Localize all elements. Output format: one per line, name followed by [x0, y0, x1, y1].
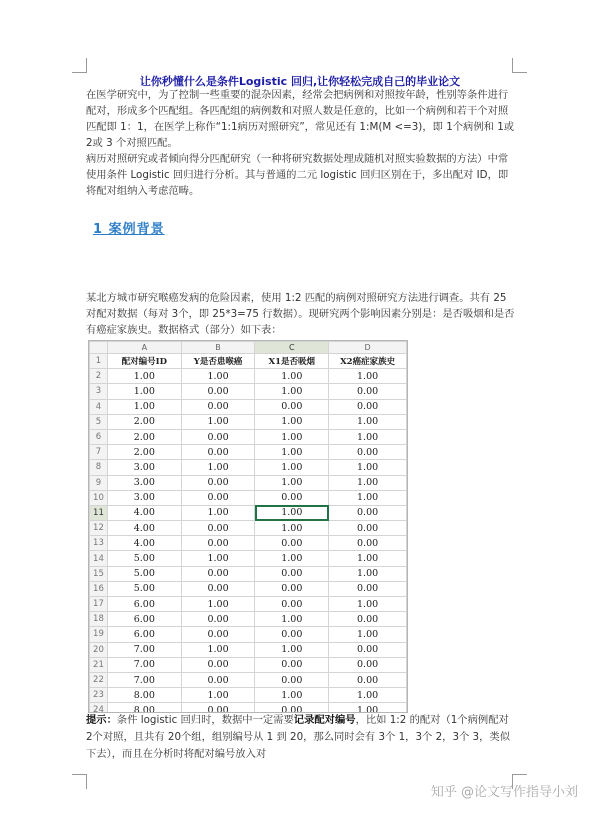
- table-cell[interactable]: 4.00: [107, 505, 181, 520]
- row-number[interactable]: 13: [90, 536, 108, 551]
- table-cell[interactable]: 1.00: [107, 369, 181, 384]
- column-letter[interactable]: B: [181, 342, 255, 354]
- table-row: [90, 505, 407, 520]
- intro-paragraph-1: 在医学研究中，为了控制一些重要的混杂因素，经常会把病例和对照按年龄，性别等条件进行配对，形成多个匹配组。各匹配组的病例数和对照人数是任意的，比如一个病例和若干个对照匹配即 1：1，在医学上称作“1:1病历对照研究”，常见还有 1:M(M <=3)，即 1个病例和 1或 2或 3 个对照匹配。: [86, 89, 515, 149]
- row-number[interactable]: 19: [90, 627, 108, 642]
- table-cell[interactable]: 1.00: [181, 505, 255, 520]
- hint-emphasis: 记录配对编号: [293, 714, 356, 726]
- table-cell[interactable]: 1.00: [255, 688, 329, 703]
- table-cell[interactable]: 0.00: [181, 566, 255, 581]
- table-cell[interactable]: 0.00: [181, 581, 255, 596]
- table-cell[interactable]: 0.00: [255, 672, 329, 687]
- row-number[interactable]: 5: [90, 414, 108, 429]
- table-cell[interactable]: 1.00: [181, 688, 255, 703]
- table-cell[interactable]: 0.00: [181, 399, 255, 414]
- table-row: [90, 445, 407, 460]
- table-cell[interactable]: 2.00: [107, 429, 181, 444]
- table-row: [90, 399, 407, 414]
- table-cell[interactable]: 4.00: [107, 536, 181, 551]
- table-cell[interactable]: 1.00: [107, 384, 181, 399]
- table-cell[interactable]: 1.00: [329, 460, 407, 475]
- table-cell[interactable]: 1.00: [329, 688, 407, 703]
- column-header[interactable]: Y是否患喉癌: [181, 354, 255, 369]
- table-cell[interactable]: 7.00: [107, 657, 181, 672]
- table-cell[interactable]: 1.00: [107, 399, 181, 414]
- case-paragraph: 某北方城市研究喉癌发病的危险因素，使用 1:2 匹配的病例对照研究方法进行调查。共有 25对配对数据（每对 3个，即 25*3=75 行数据）。现研究两个影响因素分别是：是否吸烟和是否有癌症家族史。数据格式（部分）如下表：: [86, 292, 515, 336]
- table-cell[interactable]: 8.00: [107, 688, 181, 703]
- table-cell[interactable]: 1.00: [255, 445, 329, 460]
- table-cell[interactable]: 5.00: [107, 566, 181, 581]
- row-number[interactable]: 20: [90, 642, 108, 657]
- table-cell[interactable]: 1.00: [181, 414, 255, 429]
- table-cell[interactable]: 0.00: [329, 505, 407, 520]
- table-cell[interactable]: 0.00: [329, 536, 407, 551]
- table-row: [90, 490, 407, 505]
- table-cell[interactable]: 0.00: [181, 703, 255, 713]
- row-number[interactable]: 24: [90, 703, 108, 713]
- column-letter[interactable]: A: [107, 342, 181, 354]
- watermark: 知乎 @论文写作指导小刘: [430, 785, 578, 800]
- table-cell[interactable]: 1.00: [181, 369, 255, 384]
- table-cell[interactable]: 0.00: [181, 475, 255, 490]
- table-cell[interactable]: 0.00: [181, 521, 255, 536]
- row-number[interactable]: 10: [90, 490, 108, 505]
- table-row: [90, 581, 407, 596]
- table-cell[interactable]: 1.00: [255, 505, 329, 520]
- column-letter[interactable]: D: [329, 342, 407, 354]
- table-cell[interactable]: 1.00: [181, 642, 255, 657]
- table-cell[interactable]: 6.00: [107, 627, 181, 642]
- hint-text-b: ，比如 1:2 的配对（1个病例配对 2个对照，且共有 20个组，组别编号从 1 到 20，那么同时会有 3个 1，3个 2，3个 3，类似下去），而且在分析时将配对编号放入对: [86, 714, 511, 760]
- table-cell[interactable]: 1.00: [255, 521, 329, 536]
- row-number[interactable]: 1: [90, 354, 108, 369]
- row-number[interactable]: 17: [90, 597, 108, 612]
- table-cell[interactable]: 0.00: [181, 612, 255, 627]
- row-number[interactable]: 9: [90, 475, 108, 490]
- table-cell[interactable]: 6.00: [107, 612, 181, 627]
- table-cell[interactable]: 1.00: [181, 460, 255, 475]
- table-row: [90, 369, 407, 384]
- table-row: [90, 460, 407, 475]
- table-cell[interactable]: 0.00: [255, 703, 329, 713]
- table-cell[interactable]: 3.00: [107, 490, 181, 505]
- table-cell[interactable]: 1.00: [329, 703, 407, 713]
- table-cell[interactable]: 1.00: [329, 627, 407, 642]
- table-cell[interactable]: 0.00: [329, 445, 407, 460]
- table-cell[interactable]: 1.00: [329, 475, 407, 490]
- row-number[interactable]: 22: [90, 672, 108, 687]
- row-number[interactable]: 21: [90, 657, 108, 672]
- row-number[interactable]: 15: [90, 566, 108, 581]
- hint-label: 提示：: [86, 714, 117, 726]
- table-cell[interactable]: 1.00: [329, 551, 407, 566]
- table-cell[interactable]: 5.00: [107, 551, 181, 566]
- table-cell[interactable]: 0.00: [181, 672, 255, 687]
- table-cell[interactable]: 7.00: [107, 672, 181, 687]
- column-letter-row: [90, 342, 407, 354]
- table-cell[interactable]: 0.00: [255, 597, 329, 612]
- table-cell[interactable]: 0.00: [255, 566, 329, 581]
- table-cell[interactable]: 1.00: [255, 612, 329, 627]
- table-cell[interactable]: 1.00: [329, 490, 407, 505]
- row-number[interactable]: 3: [90, 384, 108, 399]
- section-heading[interactable]: 1 案例背景: [93, 222, 165, 237]
- table-cell[interactable]: 0.00: [255, 399, 329, 414]
- table-cell[interactable]: 1.00: [329, 414, 407, 429]
- column-header[interactable]: X2癌症家族史: [329, 354, 407, 369]
- table-row: [90, 414, 407, 429]
- table-cell[interactable]: 1.00: [255, 429, 329, 444]
- page-corner-mark: [72, 774, 87, 789]
- table-row: [90, 384, 407, 399]
- table-row: [90, 672, 407, 687]
- table-cell[interactable]: 0.00: [329, 521, 407, 536]
- table-cell[interactable]: 1.00: [255, 414, 329, 429]
- row-number[interactable]: 8: [90, 460, 108, 475]
- page-corner-mark: [72, 58, 87, 73]
- table-cell[interactable]: 1.00: [329, 369, 407, 384]
- row-number[interactable]: 2: [90, 369, 108, 384]
- table-row: [90, 551, 407, 566]
- table-cell[interactable]: 0.00: [181, 445, 255, 460]
- table-cell[interactable]: 0.00: [329, 642, 407, 657]
- table-cell[interactable]: 5.00: [107, 581, 181, 596]
- table-row: [90, 475, 407, 490]
- table-cell[interactable]: 0.00: [255, 627, 329, 642]
- spreadsheet-screenshot: [88, 340, 408, 713]
- data-table: [89, 341, 407, 713]
- row-number[interactable]: 18: [90, 612, 108, 627]
- column-letter[interactable]: C: [255, 342, 329, 354]
- table-cell[interactable]: 0.00: [329, 399, 407, 414]
- table-cell[interactable]: 0.00: [181, 384, 255, 399]
- table-cell[interactable]: 0.00: [255, 581, 329, 596]
- table-cell[interactable]: 0.00: [181, 536, 255, 551]
- table-row: [90, 627, 407, 642]
- select-all-corner[interactable]: [90, 342, 108, 354]
- hint-paragraph: [86, 712, 516, 763]
- table-cell[interactable]: 2.00: [107, 445, 181, 460]
- table-cell[interactable]: 0.00: [329, 672, 407, 687]
- table-row: [90, 429, 407, 444]
- row-number[interactable]: 14: [90, 551, 108, 566]
- table-cell[interactable]: 1.00: [329, 429, 407, 444]
- table-cell[interactable]: 1.00: [329, 566, 407, 581]
- row-number[interactable]: 6: [90, 429, 108, 444]
- table-cell[interactable]: 0.00: [181, 429, 255, 444]
- intro-paragraph-2: 病历对照研究或者倾向得分匹配研究（一种将研究数据处理成随机对照实验数据的方法）中常使用条件 Logistic 回归进行分析。其与普通的二元 logistic 回归区别在于，多出配对 ID，即将配对组纳入考虑范畴。: [86, 153, 509, 197]
- table-cell[interactable]: 0.00: [181, 657, 255, 672]
- table-cell[interactable]: 1.00: [255, 551, 329, 566]
- table-cell[interactable]: 1.00: [255, 642, 329, 657]
- table-row: [90, 597, 407, 612]
- table-row: [90, 566, 407, 581]
- row-number[interactable]: 4: [90, 399, 108, 414]
- table-cell[interactable]: 0.00: [329, 581, 407, 596]
- row-number[interactable]: 7: [90, 445, 108, 460]
- table-cell[interactable]: 6.00: [107, 597, 181, 612]
- page-corner-mark: [512, 58, 527, 73]
- table-cell[interactable]: 1.00: [181, 551, 255, 566]
- table-cell[interactable]: 1.00: [255, 475, 329, 490]
- row-number[interactable]: 23: [90, 688, 108, 703]
- table-header-row: [90, 354, 407, 369]
- column-header[interactable]: X1是否吸烟: [255, 354, 329, 369]
- table-row: [90, 536, 407, 551]
- table-cell[interactable]: 0.00: [255, 490, 329, 505]
- document-title: 让你秒懂什么是条件Logistic 回归,让你轻松完成自己的毕业论文: [139, 75, 461, 88]
- table-row: [90, 521, 407, 536]
- table-cell[interactable]: 0.00: [181, 490, 255, 505]
- table-cell[interactable]: 0.00: [329, 612, 407, 627]
- row-number[interactable]: 12: [90, 521, 108, 536]
- table-cell[interactable]: 1.00: [181, 597, 255, 612]
- table-cell[interactable]: 0.00: [329, 384, 407, 399]
- hint-text-a: 条件 logistic 回归时，数据中一定需要: [116, 714, 294, 726]
- table-cell[interactable]: 3.00: [107, 475, 181, 490]
- row-number[interactable]: 16: [90, 581, 108, 596]
- table-cell[interactable]: 0.00: [329, 657, 407, 672]
- table-cell[interactable]: 7.00: [107, 642, 181, 657]
- table-cell[interactable]: 1.00: [255, 460, 329, 475]
- table-cell[interactable]: 8.00: [107, 703, 181, 713]
- table-row: [90, 642, 407, 657]
- table-cell[interactable]: 2.00: [107, 414, 181, 429]
- column-header[interactable]: 配对编号ID: [107, 354, 181, 369]
- table-cell[interactable]: 0.00: [181, 627, 255, 642]
- table-cell[interactable]: 1.00: [255, 384, 329, 399]
- table-row: [90, 688, 407, 703]
- table-cell[interactable]: 4.00: [107, 521, 181, 536]
- table-cell[interactable]: 0.00: [255, 657, 329, 672]
- row-number[interactable]: 11: [90, 505, 108, 520]
- table-row: [90, 612, 407, 627]
- table-cell[interactable]: 0.00: [255, 536, 329, 551]
- table-cell[interactable]: 3.00: [107, 460, 181, 475]
- table-row: [90, 657, 407, 672]
- table-cell[interactable]: 1.00: [329, 597, 407, 612]
- table-cell[interactable]: 1.00: [255, 369, 329, 384]
